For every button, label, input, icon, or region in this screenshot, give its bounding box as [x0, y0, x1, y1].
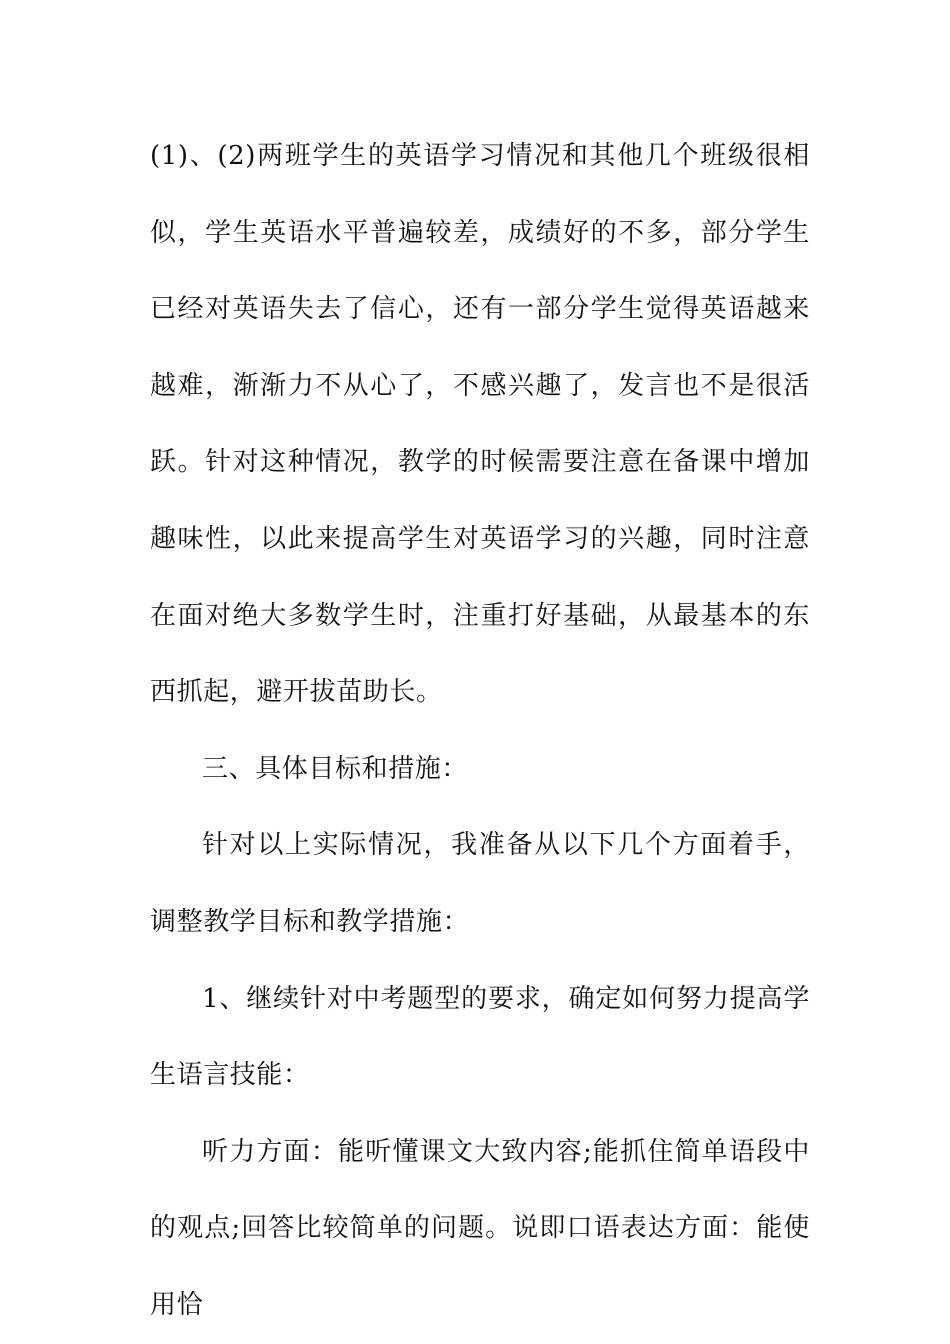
document-body	[150, 118, 810, 1344]
section-heading-goals-measures: 三、具体目标和措施：	[202, 753, 469, 784]
paragraph-class-situation: (1)、(2)两班学生的英语学习情况和其他几个班级很相似，学生英语水平普遍较差，成绩好的不多，部分学生已经对英语失去了信心，还有一部分学生觉得英语越来越难，渐渐力不从心了，不感兴趣了，发言也不是很活跃。针对这种情况，教学的时候需要注意在备课中增加趣味性，以此来提高学生对英语学习的兴趣，同时注意在面对绝大多数学生时，注重打好基础，从最基本的东西抓起，避开拔苗助长。	[150, 141, 810, 708]
paragraph-adjust-plan: 针对以上实际情况，我准备从以下几个方面着手，调整教学目标和教学措施：	[150, 830, 810, 937]
paragraph-item-1: 1、继续针对中考题型的要求，确定如何努力提高学生语言技能：	[150, 983, 810, 1091]
paragraph-listening-speaking: 听力方面：能听懂课文大致内容;能抓住简单语段中的观点;回答比较简单的问题。说即口语表达方面：能使用恰	[150, 1136, 810, 1320]
